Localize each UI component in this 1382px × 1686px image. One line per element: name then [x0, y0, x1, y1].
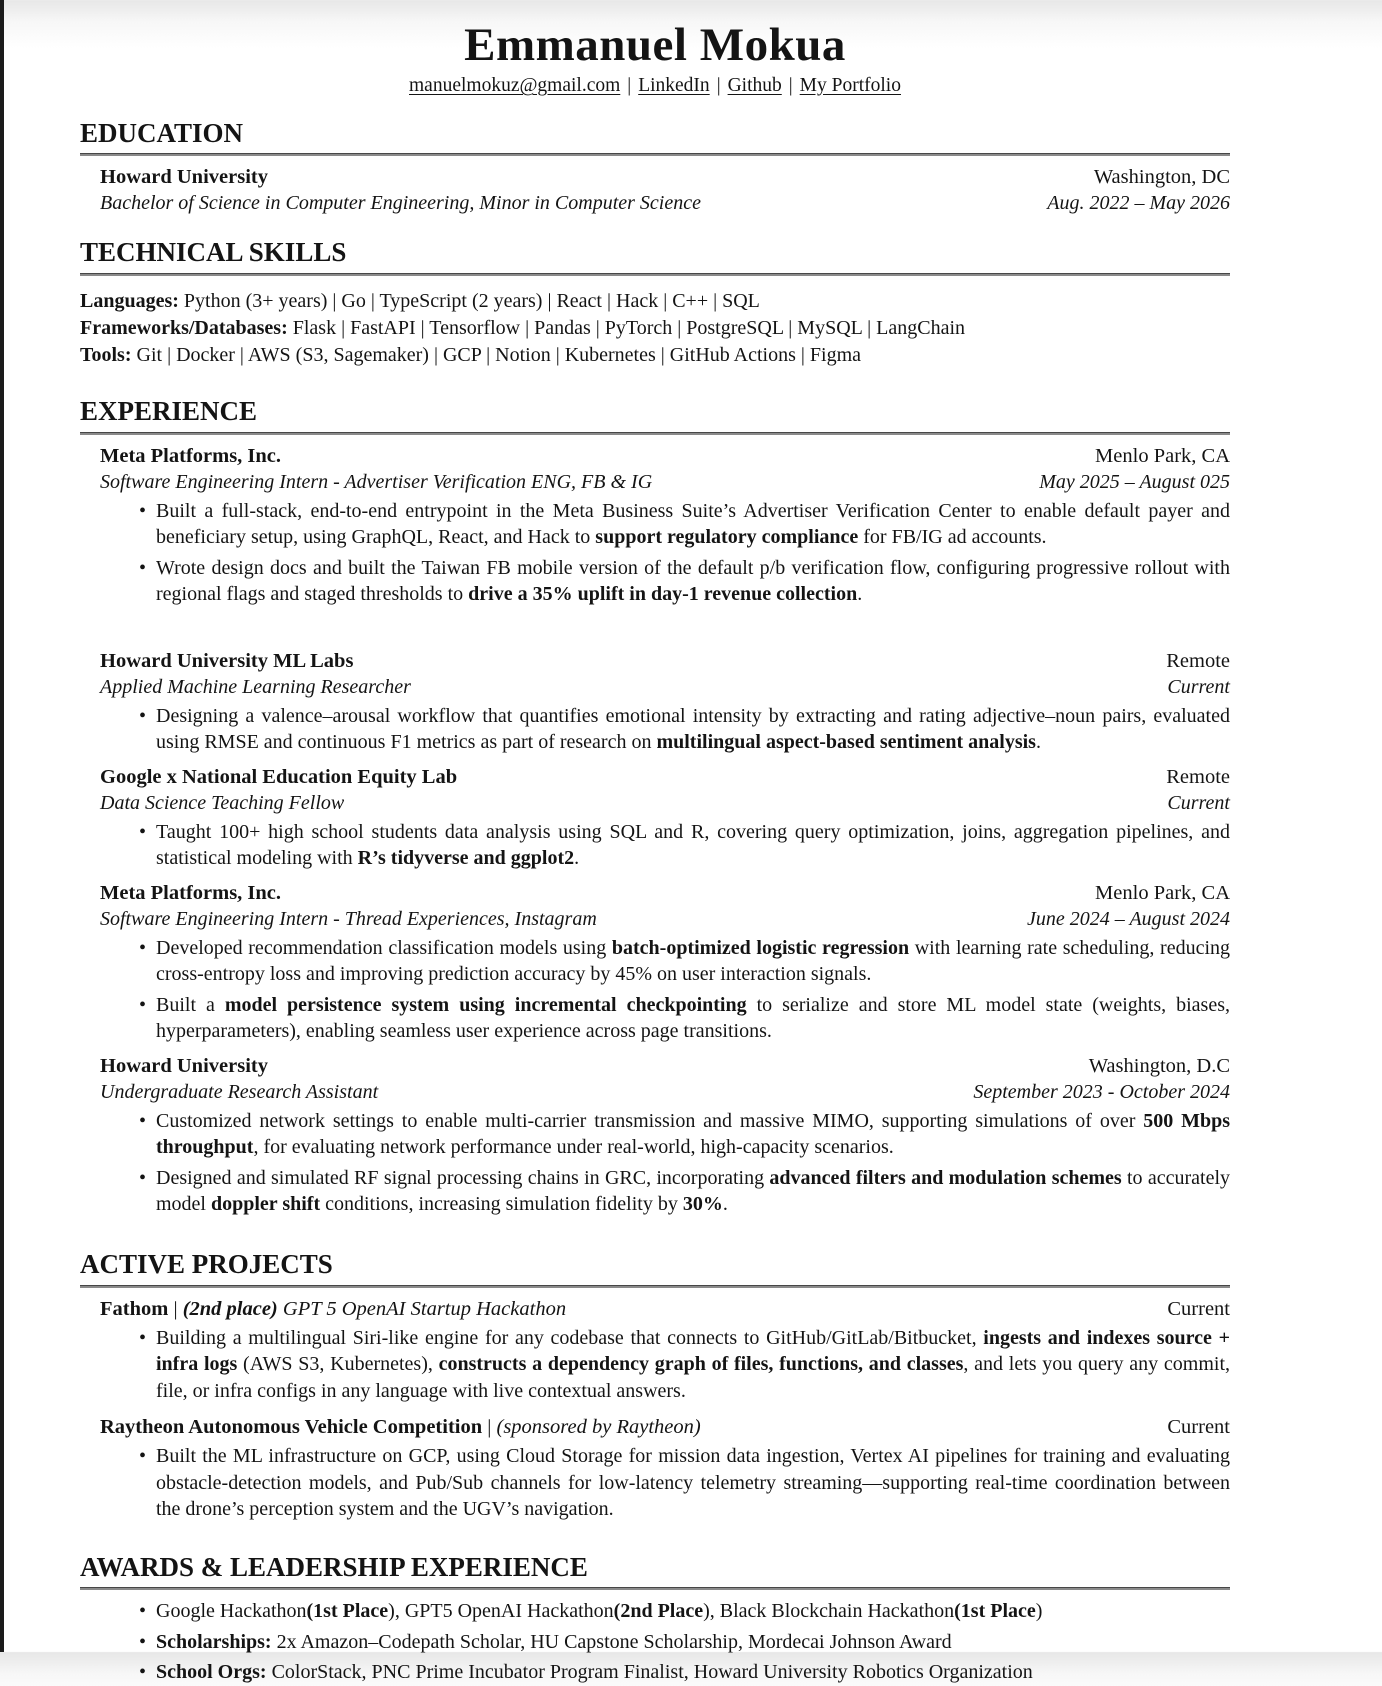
contact-separator: |	[716, 74, 721, 96]
bullet-item	[156, 935, 1230, 988]
entry-dates	[1167, 790, 1230, 816]
text-segment: Google x National Education Equity Lab	[100, 765, 458, 788]
bullet-list	[100, 935, 1230, 1045]
text-segment: (1st Place	[954, 1600, 1036, 1623]
resume-sections	[80, 119, 1230, 1686]
entry-heading-right	[1166, 648, 1230, 674]
entry-subheading-row	[100, 1079, 1230, 1105]
text-segment: Howard University ML Labs	[100, 649, 354, 672]
text-segment: .	[857, 583, 863, 606]
text-segment: Howard University	[100, 1054, 268, 1077]
bullet-item	[156, 498, 1230, 551]
section-title: ACTIVE PROJECTS	[80, 1248, 333, 1279]
section-awards-leadership	[80, 1553, 1230, 1686]
contact-separator: |	[788, 74, 793, 96]
entry	[80, 443, 1230, 608]
entry-heading-row	[100, 1414, 1230, 1440]
text-segment: (1st Place	[306, 1600, 389, 1623]
entry	[80, 164, 1230, 216]
window-left-border	[0, 0, 4, 1652]
bullet-list	[80, 1598, 1230, 1686]
entry-heading-row	[100, 648, 1230, 674]
entry-subheading-row	[100, 190, 1230, 216]
text-segment: Menlo Park, CA	[1095, 881, 1230, 904]
text-segment: drive a 35% uplift in day-1 revenue collection	[468, 583, 858, 606]
text-segment: ), Black Blockchain Hackathon	[703, 1600, 955, 1623]
text-segment: 500 Mbps throughput	[156, 1109, 1230, 1159]
text-segment: September 2023 - October 2024	[973, 1080, 1230, 1103]
text-segment: batch-optimized logistic regression	[611, 936, 910, 959]
entry-role	[100, 1079, 378, 1105]
bullet-item	[156, 555, 1230, 608]
text-segment: .	[722, 1193, 728, 1216]
bullet-item	[156, 1443, 1230, 1523]
entry-heading-row	[100, 1053, 1230, 1079]
entry	[80, 1053, 1230, 1218]
section-technical-skills	[80, 238, 1230, 369]
text-segment: Menlo Park, CA	[1095, 444, 1230, 467]
text-segment: (AWS S3, Kubernetes),	[237, 1353, 439, 1375]
section-rule	[80, 1285, 1230, 1288]
bullet-list	[100, 498, 1230, 608]
entry-subheading-row	[100, 906, 1230, 932]
text-segment: , for evaluating network performance under real-world, high-capacity scenarios.	[253, 1136, 894, 1159]
text-segment: for FB/IG ad accounts.	[858, 526, 1047, 549]
text-segment: 2x Amazon–Codepath Scholar, HU Capstone Scholarship, Mordecai Johnson Award	[276, 1630, 952, 1653]
entry	[80, 1296, 1230, 1405]
text-segment: Wrote design docs and built the Taiwan FB mobile version of the default p/b verification flow, configuring progressive rollout with regional flags and staged thresholds to	[156, 556, 1230, 606]
text-segment: with learning rate scheduling, reducing cross-entropy loss and improving prediction accuracy by 45% on user interaction signals.	[156, 936, 1230, 986]
entry-heading	[100, 648, 353, 674]
skill-line	[80, 342, 1230, 369]
section-rule	[80, 153, 1230, 156]
section-body	[80, 164, 1230, 216]
text-segment: .	[1035, 731, 1041, 754]
skill-line	[80, 315, 1230, 342]
entry-heading	[100, 764, 457, 790]
entry-heading-row	[100, 164, 1230, 190]
text-segment: conditions, increasing simulation fidelity by	[320, 1193, 683, 1216]
text-segment: ColorStack, PNC Prime Incubator Program Finalist, Howard University Robotics Organization	[271, 1661, 1033, 1684]
text-segment: Customized network settings to enable multi-carrier transmission and massive MIMO, supporting simulations of over	[156, 1109, 1144, 1132]
section-body	[80, 443, 1230, 1218]
text-segment: Developed recommendation classification models using	[156, 936, 612, 959]
text-segment: Git | Docker | AWS (S3, Sagemaker) | GCP | Notion | Kubernetes | GitHub Actions | Figma	[136, 344, 862, 367]
text-segment: advanced filters and modulation schemes	[769, 1166, 1122, 1189]
text-segment: Washington, DC	[1093, 166, 1230, 189]
text-segment: Designing a valence–arousal workflow that quantifies emotional intensity by extracting and rating adjective–noun pairs, evaluated using RMSE and continuous F1 metrics as part of research on	[156, 704, 1230, 754]
text-segment: 30%	[682, 1193, 723, 1216]
entry-heading-right	[1095, 443, 1230, 469]
entry-role	[100, 469, 652, 495]
section-title: EDUCATION	[80, 117, 244, 148]
text-segment: Aug. 2022 – May 2026	[1047, 192, 1230, 215]
bullet-item	[156, 703, 1230, 756]
entry-heading-row	[100, 443, 1230, 469]
contact-separator: |	[627, 74, 632, 96]
text-segment: (2nd place)	[182, 1297, 278, 1320]
text-segment: Scholarships:	[156, 1630, 277, 1653]
text-segment: Current	[1167, 1297, 1230, 1320]
text-segment: Taught 100+ high school students data analysis using SQL and R, covering query optimization, joins, aggregation pipelines, and statistical modeling with	[156, 820, 1230, 870]
skill-line	[80, 288, 1230, 315]
entry	[80, 1414, 1230, 1523]
text-segment: May 2025 – August 025	[1039, 470, 1230, 493]
text-segment: to accurately model	[156, 1166, 1231, 1216]
entry	[80, 648, 1230, 756]
bullet-list	[100, 819, 1230, 872]
entry-subheading-row	[100, 674, 1230, 700]
text-segment: Meta Platforms, Inc.	[100, 444, 282, 467]
text-segment: (2nd Place	[613, 1600, 704, 1623]
text-segment: Bachelor of Science in Computer Engineering, Minor in Computer Science	[100, 192, 701, 215]
section-rule	[80, 273, 1230, 276]
entry-heading-right	[1167, 1414, 1230, 1440]
section-title: AWARDS & LEADERSHIP EXPERIENCE	[80, 1551, 588, 1582]
entry-dates	[1039, 469, 1230, 495]
text-segment: , and lets you query any commit, file, or infra configs in any language with live contextual answers.	[156, 1353, 1231, 1402]
text-segment: R’s tidyverse and ggplot2	[357, 847, 575, 870]
entry-subheading-row	[100, 790, 1230, 816]
text-segment: .	[574, 847, 580, 870]
bullet-item	[156, 1629, 1230, 1656]
bullet-item	[156, 1325, 1230, 1405]
text-segment: ingests and indexes source + infra logs	[156, 1326, 1230, 1375]
entry-heading-right	[1166, 764, 1230, 790]
text-segment: Designed and simulated RF signal processing chains in GRC, incorporating	[156, 1166, 770, 1189]
entry-heading-row	[100, 764, 1230, 790]
entry-heading	[100, 1053, 268, 1079]
text-segment: |	[482, 1416, 497, 1438]
bullet-item	[156, 992, 1230, 1045]
bullet-item	[156, 1598, 1230, 1625]
text-segment: to serialize and store ML model state (weights, biases, hyperparameters), enabling seamless user experience across page transitions.	[156, 993, 1231, 1043]
text-segment: Python (3+ years) | Go | TypeScript (2 years) | React | Hack | C++ | SQL	[183, 290, 760, 313]
section-title: TECHNICAL SKILLS	[80, 237, 347, 268]
text-segment: Tools:	[80, 344, 137, 367]
entry-heading	[100, 1414, 701, 1440]
text-segment: multilingual aspect-based sentiment analysis	[656, 731, 1036, 754]
text-segment: Software Engineering Intern - Thread Experiences, Instagram	[100, 907, 597, 930]
entry-subheading-row	[100, 469, 1230, 495]
section-body	[80, 1598, 1230, 1686]
entry-dates	[1027, 906, 1230, 932]
text-segment: ), GPT5 OpenAI Hackathon	[388, 1600, 614, 1623]
text-segment: doppler shift	[211, 1193, 321, 1216]
resume-name: Emmanuel Mokua	[464, 19, 846, 71]
bullet-list	[100, 1443, 1230, 1523]
text-segment: Languages:	[80, 290, 184, 313]
bullet-item	[156, 1108, 1230, 1161]
entry-role	[100, 906, 597, 932]
text-segment: )	[1035, 1600, 1043, 1623]
text-segment: School Orgs:	[156, 1661, 272, 1684]
entry-role	[100, 190, 701, 216]
bullet-item	[156, 1659, 1230, 1686]
text-segment: Fathom	[100, 1297, 169, 1320]
text-segment: Current	[1167, 791, 1230, 814]
text-segment: June 2024 – August 2024	[1027, 907, 1230, 930]
entry-heading-right	[1167, 1296, 1230, 1322]
bullet-list	[100, 1108, 1230, 1218]
text-segment: Undergraduate Research Assistant	[100, 1080, 379, 1103]
entry	[80, 880, 1230, 1045]
contact-email-link[interactable]: manuelmokuz@gmail.com	[409, 74, 621, 96]
text-segment: Remote	[1166, 649, 1230, 672]
contact-github-link[interactable]: Github	[727, 74, 782, 96]
section-body	[80, 288, 1230, 369]
entry-heading-right	[1094, 164, 1230, 190]
bullet-item	[156, 819, 1230, 872]
section-title: EXPERIENCE	[80, 396, 258, 427]
entry-dates	[1047, 190, 1230, 216]
entry-heading-row	[100, 880, 1230, 906]
text-segment: model persistence system using incremental checkpointing	[224, 993, 747, 1016]
entry-heading-right	[1095, 880, 1230, 906]
text-segment: GPT 5 OpenAI Startup Hackathon	[277, 1297, 567, 1320]
entry-heading-row	[100, 1296, 1230, 1322]
text-segment: Applied Machine Learning Researcher	[100, 675, 411, 698]
text-segment: Raytheon Autonomous Vehicle Competition	[100, 1416, 483, 1438]
text-segment: Meta Platforms, Inc.	[100, 881, 282, 904]
text-segment: Built a full-stack, end-to-end entrypoint in the Meta Business Suite’s Advertiser Verification Center to enable default payer and beneficiary setup, using GraphQL, React, and Hack to	[156, 499, 1230, 549]
entry-dates	[973, 1079, 1230, 1105]
entry-role	[100, 790, 344, 816]
text-segment: |	[168, 1297, 183, 1320]
entry-heading-right	[1089, 1053, 1230, 1079]
section-experience	[80, 397, 1230, 1218]
bullet-list	[100, 703, 1230, 756]
entry-heading	[100, 880, 281, 906]
text-segment: Washington, D.C	[1088, 1054, 1230, 1077]
bullet-item	[156, 1165, 1230, 1218]
text-segment: support regulatory compliance	[595, 526, 859, 549]
section-rule	[80, 1587, 1230, 1590]
text-segment: Current	[1167, 675, 1230, 698]
text-segment: Remote	[1166, 765, 1230, 788]
contact-linkedin-link[interactable]: LinkedIn	[638, 74, 710, 96]
text-segment: Data Science Teaching Fellow	[100, 791, 345, 814]
contact-line	[80, 75, 1230, 97]
text-segment: Howard University	[100, 166, 268, 189]
text-segment: constructs a dependency graph of files, functions, and classes	[438, 1353, 964, 1375]
bullet-list	[100, 1325, 1230, 1405]
entry	[80, 764, 1230, 872]
text-segment: (sponsored by Raytheon)	[496, 1416, 701, 1438]
entry-heading	[100, 164, 268, 190]
section-rule	[80, 432, 1230, 435]
text-segment: Google Hackathon	[156, 1600, 307, 1623]
text-segment: Frameworks/Databases:	[80, 317, 293, 340]
entry-role	[100, 674, 411, 700]
entry-dates	[1167, 674, 1230, 700]
contact-portfolio-link[interactable]: My Portfolio	[799, 74, 901, 96]
text-segment: Current	[1167, 1416, 1230, 1438]
text-segment: Built the ML infrastructure on GCP, using Cloud Storage for mission data ingestion, Vertex AI pipelines for training and evaluating obstacle-detection models, and Pub/Sub channels for low-latency telemetry streaming—supporting real-time coordination between the drone’s perception system and the UGV’s navigation.	[156, 1445, 1230, 1520]
text-segment: Flask | FastAPI | Tensorflow | Pandas | PyTorch | PostgreSQL | MySQL | LangChain	[292, 317, 965, 340]
section-active-projects	[80, 1250, 1230, 1523]
text-segment: Built a	[156, 993, 225, 1016]
entry-heading	[100, 1296, 566, 1322]
section-body	[80, 1296, 1230, 1523]
text-segment: Building a multilingual Siri-like engine for any codebase that connects to GitHub/GitLab/Bitbucket,	[156, 1326, 984, 1349]
text-segment: Software Engineering Intern - Advertiser Verification ENG, FB & IG	[100, 470, 653, 493]
entry-heading	[100, 443, 281, 469]
section-education	[80, 119, 1230, 217]
